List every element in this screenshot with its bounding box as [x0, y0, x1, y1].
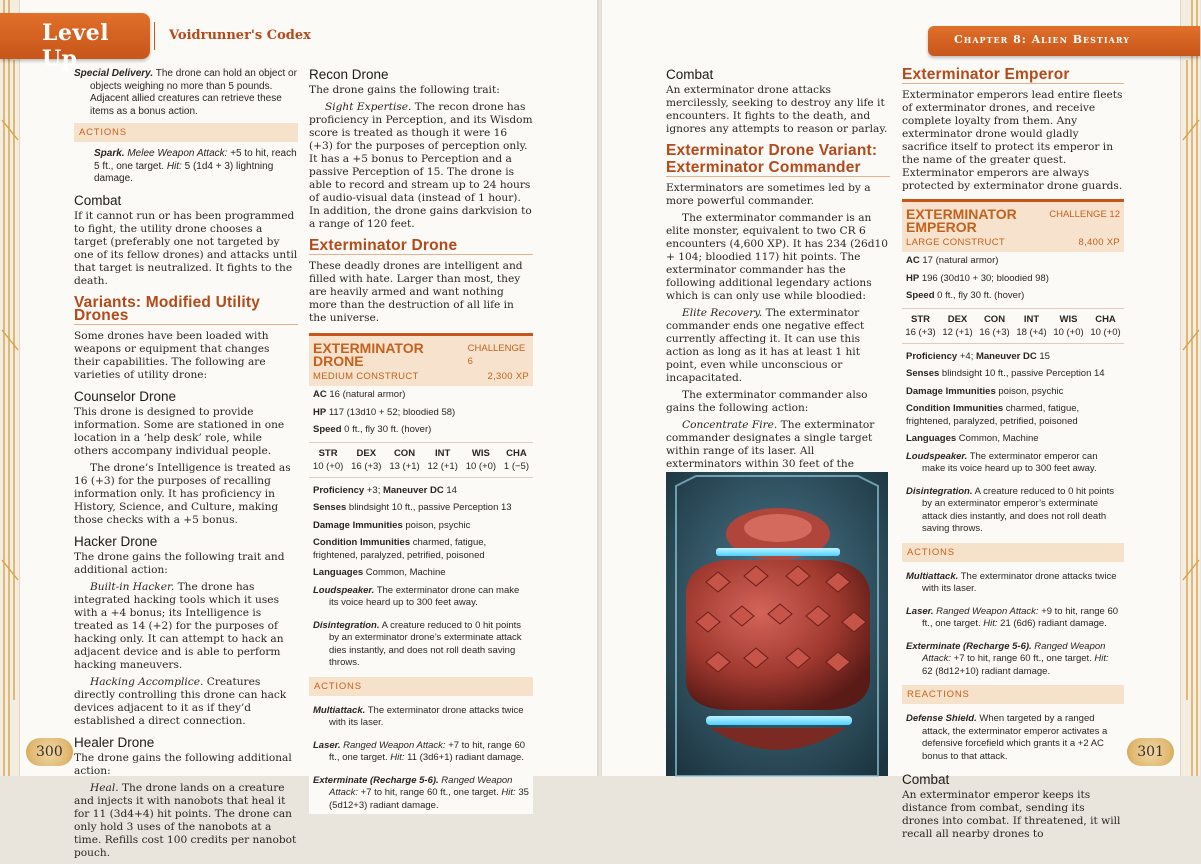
trait-label: Special Delivery. [74, 68, 154, 79]
stat-label: Condition Immunities [313, 537, 411, 548]
stat-label: Languages [313, 567, 364, 578]
ability-value: 13 (+1) [389, 460, 420, 472]
laser-action [309, 737, 533, 767]
book-title: Voidrunner's Codex [154, 22, 311, 50]
loudspeaker-trait [902, 448, 1124, 478]
laser-action [902, 603, 1124, 633]
trait-text: Creatures directly controlling this drone can hack devices adjacent to it as if they’d established a direct connection. [74, 675, 287, 727]
right-ornament [1181, 0, 1201, 776]
trait-label: Loudspeaker. [906, 450, 968, 462]
action-label: Concentrate Fire. [682, 419, 778, 431]
emperor-heading: Exterminator Emperor [902, 68, 1124, 84]
variant-heading-line-2: Exterminator Commander [666, 161, 890, 177]
statblock-header [309, 336, 533, 386]
hit-points [309, 404, 533, 422]
ability-str [313, 447, 343, 473]
ability-dex [942, 313, 972, 339]
condition-immunities [309, 534, 533, 564]
heal-action [74, 782, 298, 860]
spark-action [74, 148, 298, 186]
ability-con [979, 313, 1009, 339]
exterminate-action [309, 772, 533, 815]
stat-label: Speed [313, 424, 342, 435]
stat-value: 16 (natural armor) [326, 389, 406, 400]
trait-text: A creature reduced to 0 hit points by an exterminator drone’s exterminate attack dies instantly, and does not roll death saving throws. [329, 619, 522, 668]
ability-value: 10 (+0) [1053, 326, 1084, 338]
action-text: The exterminator drone attacks twice with its laser. [329, 704, 524, 728]
stat-label: AC [313, 389, 327, 400]
ability-scores [309, 442, 533, 478]
counselor-heading: Counselor Drone [74, 388, 177, 404]
combat-heading: Combat [666, 67, 714, 82]
stat-label: HP [906, 272, 920, 284]
emperor-paragraph: Exterminator emperors lead entire fleets of exterminator drones, and receive complete loyalty from them. Any exterminator drone would gladly sacrifice itself to protect its emperor in the name of the greater quest. Exterminator emperors are always protected by exterminator drone guards. [902, 89, 1123, 192]
trait-label: Disintegration. [313, 619, 380, 631]
stat-label: Senses [906, 368, 940, 379]
combat-paragraph: If it cannot run or has been programmed to fight, the utility drone chooses a target (preferably one not targeted by one of its fellow drones) and attacks until that target is neutralized. It fights to the death. [74, 209, 298, 287]
variant-heading-line-1: Exterminator Drone Variant: [666, 142, 878, 159]
ability-cha [504, 447, 529, 473]
ability-name: WIS [1059, 313, 1078, 325]
chapter-tab [928, 26, 1200, 56]
statblock-name: EXTERMINATOR DRONE [313, 340, 424, 369]
action-text: The exterminator commander ends one negative effect currently affecting it. It can use this action as long as it has at least 1 hit point, even while unconscious or incapacitated. [666, 307, 865, 384]
stat-label: Damage Immunities [906, 385, 996, 397]
stat-label: Languages [906, 433, 957, 444]
counselor-paragraph-2: The drone’s Intelligence is treated as 16 (+3) for the purposes of recalling information only. It has proficiency in History, Science, and Culture, making those checks with a +5 bonus. [74, 461, 291, 526]
ability-dex [351, 447, 381, 473]
senses [902, 365, 1124, 383]
stat-value: poison, psychic [995, 385, 1064, 397]
ability-scores [902, 308, 1124, 344]
stat-value: +4; [957, 350, 974, 362]
attack-type: Ranged Weapon Attack: [933, 605, 1039, 617]
exterminator-paragraph: These deadly drones are intelligent and filled with hate. Larger than most, they are heavily armed and want nothing more than the destruction of all life in the universe. [309, 260, 523, 324]
action-label: Multiattack. [906, 570, 959, 582]
right-column-1 [666, 68, 890, 514]
multiattack-action [309, 702, 533, 732]
stat-value: 0 ft., fly 30 ft. (hover) [341, 424, 432, 435]
elite-recovery-action [666, 307, 890, 385]
ability-value: 12 (+1) [942, 326, 973, 338]
ability-cha [1090, 313, 1120, 339]
page-number-left: 300 [26, 738, 73, 766]
left-ornament [0, 0, 20, 776]
reaction-label: Defense Shield. [906, 713, 977, 724]
xp-value: 8,400 XP [1078, 237, 1120, 248]
reactions-bar: REACTIONS [902, 685, 1124, 704]
recon-paragraph: The drone gains the following trait: [309, 84, 500, 96]
logo-text: Level Up [42, 20, 110, 72]
stat-value: blindsight 10 ft., passive Perception 14 [939, 368, 1105, 379]
left-column-2 [309, 68, 533, 819]
statblock-name-line-1: EXTERMINATOR [906, 206, 1017, 222]
senses [309, 499, 533, 517]
trait-label: Hacking Accomplice. [90, 675, 204, 688]
action-label: Exterminate (Recharge 5-6). [906, 640, 1032, 652]
stat-value: charmed, fatigue, frightened, paralyzed, petrified, poisoned [906, 403, 1080, 427]
emperor-combat-heading: Combat [902, 772, 950, 787]
stat-value: 117 (13d10 + 52; bloodied 58) [326, 406, 456, 418]
challenge-rating: CHALLENGE 6 [467, 343, 526, 367]
ability-name: STR [911, 313, 930, 325]
reaction-text: When targeted by a ranged attack, the exterminator emperor activates a defensive forcefield which grants it a +2 AC bonus to that attack. [922, 713, 1108, 762]
emperor-combat-paragraph: An exterminator emperor keeps its distance from combat, sending its drones into combat. If threatened, it will recall all nearby drones to [902, 789, 1121, 840]
stat-value: poison, psychic [402, 519, 471, 531]
trait-label: Disintegration. [906, 485, 973, 497]
challenge-rating: CHALLENGE 12 [1049, 209, 1120, 220]
right-page [602, 0, 1200, 840]
stat-value: 0 ft., fly 30 ft. (hover) [934, 290, 1025, 301]
trait-label: Sight Expertise. [325, 101, 412, 113]
exterminator-emperor-statblock [902, 199, 1124, 765]
xp-value: 2,300 XP [487, 371, 529, 382]
stat-value: 196 (30d10 + 30; bloodied 98) [919, 272, 1049, 284]
ability-value: 18 (+4) [1016, 326, 1047, 338]
trait-text: The drone can hold an object or objects weighing no more than 5 pounds. Adjacent allied creatures can retrieve these items as a bonus action. [90, 68, 297, 117]
trait-text: The exterminator emperor can make its voice heard up to 300 feet away. [922, 450, 1098, 474]
also-gains-paragraph: The exterminator commander also gains the following action: [666, 389, 868, 414]
ability-value: 12 (+1) [427, 460, 458, 472]
stat-value: 15 [1036, 350, 1050, 362]
ability-wis [1053, 313, 1083, 339]
action-text: The exterminator drone attacks twice with its laser. [922, 570, 1117, 594]
stat-label: AC [906, 255, 920, 266]
armor-class [309, 386, 533, 404]
damage-immunities [309, 517, 533, 535]
ability-wis [466, 447, 496, 473]
stat-value: 14 [443, 484, 457, 496]
stat-value: +3; [364, 484, 381, 496]
left-column-1 [74, 68, 298, 864]
damage-text: 5 (1d4 + 3) lightning damage. [94, 160, 274, 184]
ability-name: STR [318, 447, 338, 459]
ability-name: INT [435, 447, 451, 459]
hacking-accomplice-trait [74, 676, 298, 728]
healer-paragraph: The drone gains the following additional action: [74, 751, 292, 777]
trait-label: Loudspeaker. [313, 584, 375, 596]
exterminator-drone-statblock [309, 333, 533, 814]
trait-text: A creature reduced to 0 hit points by an exterminator emperor’s exterminate attack dies instantly, and does not roll death saving throws. [922, 485, 1115, 534]
stat-value: 17 (natural armor) [919, 255, 999, 266]
stat-label: HP [313, 406, 327, 418]
recon-heading: Recon Drone [309, 67, 389, 82]
action-label: Exterminate (Recharge 5-6). [313, 774, 439, 786]
stat-value: charmed, fatigue, frightened, paralyzed, petrified, poisoned [313, 537, 487, 561]
ability-name: WIS [471, 447, 490, 459]
ability-con [389, 447, 419, 473]
attack-type: Ranged Weapon Attack: [922, 640, 1106, 664]
stat-label: Condition Immunities [906, 403, 1004, 414]
attack-text: +9 to hit, range 60 ft., one target. [922, 605, 1119, 629]
hit-label: Hit: [980, 618, 998, 629]
stat-label: Proficiency [906, 350, 958, 362]
proficiency [309, 482, 533, 500]
armor-class [902, 252, 1124, 270]
variant-paragraph: Exterminators are sometimes led by a more powerful commander. [666, 182, 871, 207]
damage-immunities [902, 383, 1124, 401]
action-label: Elite Recovery. [682, 307, 763, 319]
healer-heading: Healer Drone [74, 734, 155, 750]
hit-label: Hit: [498, 787, 516, 798]
multiattack-action [902, 568, 1124, 598]
loudspeaker-trait [309, 582, 533, 612]
action-text: The exterminator commander designates a single target within range of its laser. All exterminators within 30 feet of the [666, 419, 875, 470]
condition-immunities [902, 400, 1124, 430]
statblock-name-line-2: EMPEROR [906, 219, 977, 235]
defense-shield-reaction [902, 710, 1124, 765]
logo-tab [0, 13, 150, 72]
counselor-paragraph-1: This drone is designed to provide information. Some are stationed in one location in a ‘help desk’ role, while others accompany individual people. [74, 405, 285, 457]
ability-int [1016, 313, 1046, 339]
sight-expertise-trait [309, 101, 533, 231]
action-label: Spark. [94, 148, 125, 159]
built-in-hacker-trait [74, 581, 298, 672]
special-delivery-trait [74, 68, 298, 118]
action-label: Multiattack. [313, 704, 366, 716]
stat-label: Maneuver DC [973, 350, 1037, 362]
stat-value: Common, Machine [956, 433, 1039, 444]
ability-name: CHA [1095, 313, 1116, 325]
ability-value: 10 (+0) [312, 460, 344, 472]
attack-type: Melee Weapon Attack: [124, 148, 228, 159]
chapter-title: Chapter 8: Alien Bestiary [954, 33, 1130, 46]
attack-text: +7 to hit, range 60 ft., one target. [358, 787, 499, 798]
trait-text: The drone has integrated hacking tools which it uses with a +4 bonus; its Intelligence is treated as 14 (+2) for the purposes of hacking only. It can attempt to hack an adjacent device and is able to perform hacking maneuvers. [74, 580, 284, 671]
ability-name: INT [1023, 313, 1040, 325]
attack-text: +7 to hit, range 60 ft., one target. [951, 653, 1092, 664]
ability-value: 10 (+0) [465, 460, 497, 472]
variants-paragraph: Some drones have been loaded with weapons or equipment that changes their capabilities. The following are varieties of utility drone: [74, 329, 270, 381]
speed [902, 287, 1124, 305]
stat-label: Speed [906, 290, 935, 301]
action-label: Heal. [90, 781, 119, 794]
ability-name: DEX [947, 313, 968, 325]
hit-label: Hit: [387, 752, 405, 763]
drone-artwork [666, 472, 888, 776]
ability-name: CON [983, 313, 1006, 325]
actions-bar: ACTIONS [902, 543, 1124, 562]
hacker-paragraph: The drone gains the following trait and additional action: [74, 550, 285, 576]
right-column-2 [902, 68, 1124, 845]
exterminator-heading: Exterminator Drone [309, 239, 533, 255]
attack-type: Ranged Weapon Attack: [329, 774, 513, 798]
ability-str [905, 313, 935, 339]
ability-int [428, 447, 458, 473]
damage-text: 62 (8d12+10) radiant damage. [922, 665, 1051, 677]
variants-heading: Variants: Modified Utility Drones [74, 296, 298, 325]
right-ornament-rail [1180, 0, 1200, 776]
commander-paragraph: The exterminator commander is an elite monster, equivalent to two CR 6 encounters (4,600 XP). It has 234 (26d10 + 104; bloodied 117) hit points. The exterminator commander has the following additional legendary actions which is can only use while bloodied: [666, 212, 889, 302]
ability-name: CHA [506, 447, 527, 459]
ability-value: 16 (+3) [905, 326, 936, 338]
ability-name: CON [393, 447, 416, 459]
stat-label: Damage Immunities [313, 519, 403, 531]
actions-bar: ACTIONS [74, 123, 298, 142]
damage-text: 21 (6d6) radiant damage. [997, 618, 1107, 629]
damage-text: 11 (3d6+1) radiant damage. [404, 752, 524, 763]
attack-text: +7 to hit, range 60 ft., one target. [329, 739, 526, 763]
hit-label: Hit: [164, 160, 182, 172]
attack-text: +5 to hit, reach 5 ft., one target. [94, 148, 297, 172]
ability-name: DEX [356, 447, 377, 459]
action-text: The drone lands on a creature and injects it with nanobots that heal it for 11 (3d4+4) hit points. The drone can only hold 3 uses of the nanobots at a time. Refills cost 100 credits per nanobot pouch. [74, 781, 297, 859]
page-number-right: 301 [1127, 738, 1174, 766]
ability-value: 10 (+0) [1090, 326, 1121, 338]
ability-value: 16 (+3) [351, 460, 382, 472]
combat-heading: Combat [74, 192, 122, 208]
stat-label: Senses [313, 502, 347, 513]
ability-value: 1 (−5) [503, 460, 530, 472]
combat-paragraph: An exterminator drone attacks mercilessly, seeking to destroy any life it encounters. It fights to the death, and ignores any attempts to reason or parlay. [666, 84, 888, 135]
trait-text: The recon drone has proficiency in Perception, and its Wisdom score is treated as though it were 16 (+3) for the purposes of perception only. It has a +5 bonus to Perception and a passive Perception of 15. The drone is able to record and stream up to 24 hours of audio-visual data (instead of 1 hour). In addition, the drone gains darkvision to a range of 120 feet. [309, 101, 533, 230]
hit-label: Hit: [1091, 653, 1109, 664]
left-page [0, 0, 598, 859]
languages [309, 564, 533, 582]
languages [902, 430, 1124, 448]
hit-points [902, 270, 1124, 288]
proficiency [902, 348, 1124, 366]
stat-label: Proficiency [313, 484, 365, 496]
actions-bar: ACTIONS [309, 677, 533, 696]
attack-type: Ranged Weapon Attack: [340, 739, 446, 751]
stat-value: blindsight 10 ft., passive Perception 13 [346, 502, 512, 513]
ability-value: 16 (+3) [979, 326, 1010, 338]
action-label: Laser. [313, 739, 341, 751]
damage-text: 35 (5d12+3) radiant damage. [329, 787, 529, 811]
hacker-heading: Hacker Drone [74, 533, 158, 549]
creature-type: LARGE CONSTRUCT [906, 237, 1005, 248]
action-label: Laser. [906, 605, 934, 617]
trait-label: Built-in Hacker. [90, 580, 175, 593]
stat-value: Common, Machine [363, 567, 446, 578]
disintegration-trait [309, 617, 533, 672]
creature-type: MEDIUM CONSTRUCT [313, 371, 419, 382]
trait-text: The exterminator drone can make its voice heard up to 300 feet away. [329, 584, 520, 608]
exterminate-action [902, 638, 1124, 681]
left-ornament-rail [0, 0, 20, 776]
exterminator-drone-illustration [666, 472, 888, 776]
speed [309, 421, 533, 439]
disintegration-trait [902, 483, 1124, 538]
stat-label: Maneuver DC [380, 484, 444, 496]
statblock-header [902, 202, 1124, 252]
